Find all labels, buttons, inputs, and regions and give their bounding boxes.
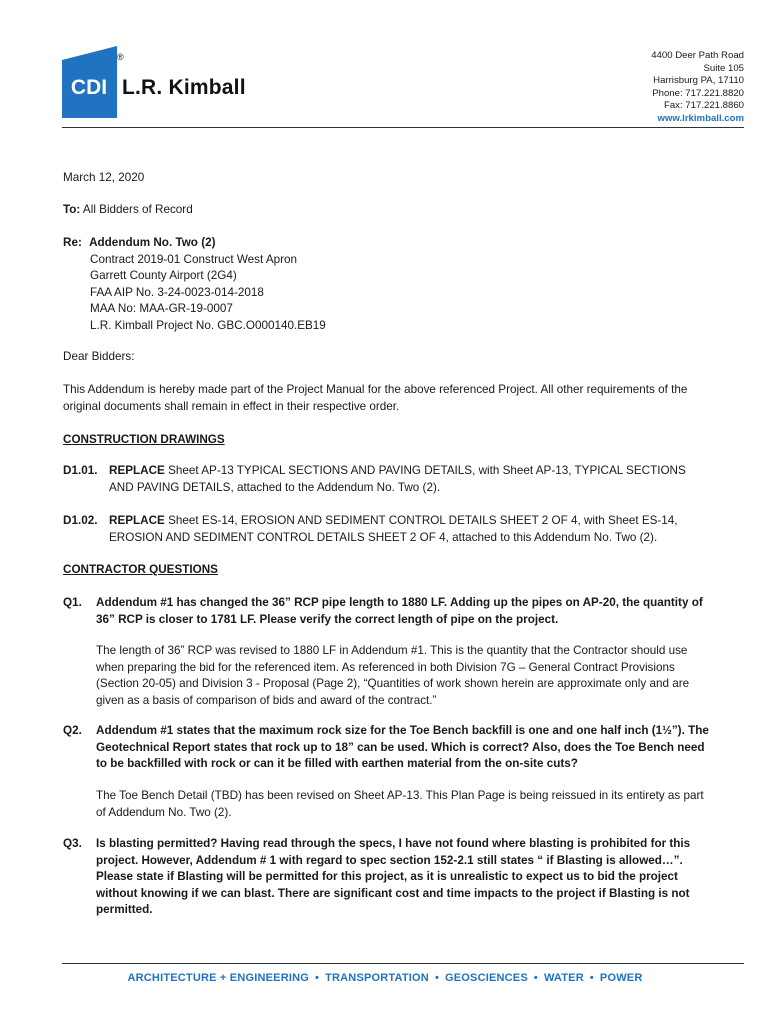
- drawings-heading: CONSTRUCTION DRAWINGS: [63, 433, 225, 446]
- drawing-item: [63, 463, 708, 496]
- phone-line: Phone: 717.221.8820: [652, 87, 744, 99]
- footer-separator: •: [533, 972, 538, 984]
- question-item: [63, 836, 713, 919]
- drawing-text: Sheet AP-13 TYPICAL SECTIONS AND PAVING DETAILS, with Sheet AP-13, TYPICAL SECTIONS AND PAVING DETAILS, attached to the Addendum No. Two (2).: [109, 464, 686, 494]
- salutation: Dear Bidders:: [63, 350, 135, 363]
- footer-item: GEOSCIENCES: [445, 972, 528, 984]
- fax-line: Fax: 717.221.8860: [663, 100, 744, 112]
- question-number: Q2.: [63, 724, 82, 737]
- answer-text: The Toe Bench Detail (TBD) has been revised on Sheet AP-13. This Plan Page is being reissued in its entirety as part of Addendum No. Two (2).: [96, 789, 704, 819]
- address-line: 4400 Deer Path Road: [651, 50, 744, 61]
- footer-services: [0, 972, 770, 984]
- drawing-action: REPLACE: [109, 514, 165, 527]
- website-link[interactable]: www.lrkimball.com: [657, 112, 744, 124]
- logo-text: CDI: [70, 76, 108, 99]
- question-number: Q3.: [63, 837, 82, 850]
- drawing-number: D1.01.: [63, 464, 98, 477]
- intro-paragraph: This Addendum is hereby made part of the Project Manual for the above referenced Project. All other requirements of the original documents shall remain in effect in their respective order.: [63, 383, 688, 413]
- footer-divider: [62, 963, 744, 964]
- drawing-action: REPLACE: [109, 464, 165, 477]
- question-text: Is blasting permitted? Having read through the specs, I have not found where blasting is prohibited for this project. However, Addendum # 1 with regard to spec section 152-2.1 still states “ if Blasting is allowed…”. Please state if Blasting will be permitted for this project, as it is unrealistic to expect us to bid the project without knowing if we can blast. There are significant cost and time impacts to the project if Blasting is not permitted.: [96, 837, 691, 916]
- header-divider: [62, 127, 744, 128]
- re-line: FAA AIP No. 3-24-0023-014-2018: [90, 285, 264, 299]
- re-block: [63, 235, 718, 334]
- footer-item: TRANSPORTATION: [325, 972, 429, 984]
- company-address: [651, 50, 744, 126]
- company-name: L.R. Kimball: [122, 76, 246, 99]
- answer-text: The length of 36” RCP was revised to 1880 LF in Addendum #1. This is the quantity that the Contractor should use when preparing the bid for the referenced item. As referenced in both Division 7G – General Contract Provisions (Section 20-05) and Division 3 - Proposal (Page 2), “Quantities of work shown herein are approximate only and are given as a basis of comparison of bids and award of the contract.”: [96, 644, 690, 707]
- questions-heading: CONTRACTOR QUESTIONS: [63, 563, 218, 576]
- question-text: Addendum #1 has changed the 36” RCP pipe length to 1880 LF. Adding up the pipes on AP-20, the quantity of 36” RCP is closer to 1781 LF. Please verify the correct length of pipe on the project.: [96, 596, 703, 626]
- footer-separator: •: [434, 972, 439, 984]
- drawing-item: [63, 513, 708, 546]
- address-line: Suite 105: [703, 62, 744, 74]
- to-value: All Bidders of Record: [82, 203, 193, 216]
- to-line: [63, 202, 718, 219]
- footer-item: ARCHITECTURE + ENGINEERING: [127, 972, 310, 984]
- re-line: Garrett County Airport (2G4): [90, 269, 237, 282]
- registered-mark: ®: [117, 52, 124, 62]
- footer-separator: •: [589, 972, 594, 984]
- footer-item: WATER: [543, 972, 584, 984]
- cdi-logo-mark: [62, 46, 117, 118]
- question-number: Q1.: [63, 596, 82, 609]
- drawing-number: D1.02.: [63, 514, 98, 527]
- drawing-text: Sheet ES-14, EROSION AND SEDIMENT CONTROL DETAILS SHEET 2 OF 4, with Sheet ES-14, EROSION AND SEDIMENT CONTROL DETAILS SHEET 2 OF 4, attached to this Addendum No. Two (2).: [109, 514, 678, 544]
- re-line: MAA No: MAA-GR-19-0007: [90, 302, 233, 315]
- question-text: Addendum #1 states that the maximum rock size for the Toe Bench backfill is one and one half inch (1½”). The Geotechnical Report states that rock up to 18” can be used. Which is correct? Also, does the Toe Bench need to be backfilled with rock or can it be filled with earthen material from the on-site cuts?: [96, 724, 709, 770]
- letter-date: March 12, 2020: [63, 171, 145, 184]
- footer-separator: •: [315, 972, 320, 984]
- re-label: Re:: [63, 236, 82, 249]
- address-line: Harrisburg PA, 17110: [653, 75, 744, 87]
- question-item: [63, 595, 713, 628]
- footer-item: POWER: [599, 972, 643, 984]
- re-title: Addendum No. Two (2): [89, 236, 216, 249]
- question-item: [63, 723, 713, 773]
- re-line: L.R. Kimball Project No. GBC.O000140.EB19: [90, 318, 326, 332]
- re-line: Contract 2019-01 Construct West Apron: [90, 252, 298, 266]
- to-label: To:: [63, 203, 81, 216]
